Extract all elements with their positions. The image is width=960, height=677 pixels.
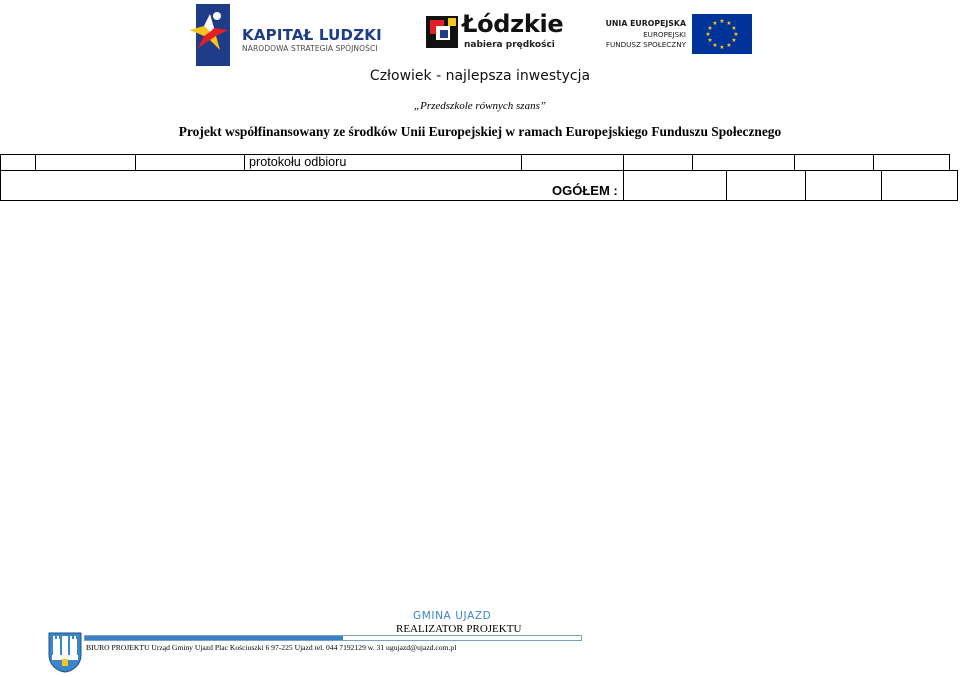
- eu-line-1: UNIA EUROPEJSKA: [605, 19, 686, 28]
- total-label: OGÓŁEM :: [552, 183, 618, 198]
- eu-flag-icon: [692, 14, 752, 54]
- footer-address: BIURO PROJEKTU Urząd Gminy Ujazd Plac Kościuszki 6 97-225 Ujazd tel. 044 7192129 w. 31 ugujazd@ujazd.com.pl: [86, 643, 457, 652]
- table-cell-total-label: [0, 170, 624, 201]
- svg-text:★: ★: [705, 31, 711, 38]
- svg-text:★: ★: [707, 37, 713, 44]
- table-cell: [692, 154, 795, 171]
- lodzkie-emblem-icon: [426, 16, 458, 48]
- table-cell-total: [726, 170, 806, 201]
- svg-text:★: ★: [733, 31, 739, 38]
- table-cell-total: [881, 170, 958, 201]
- eu-line-2: EUROPEJSKI: [643, 30, 686, 39]
- svg-text:★: ★: [707, 25, 713, 32]
- protocol-label: protokołu odbioru: [249, 155, 347, 169]
- svg-text:★: ★: [719, 18, 725, 25]
- kapital-ludzki-emblem-icon: [190, 4, 238, 66]
- svg-text:★: ★: [731, 25, 737, 32]
- ujazd-crest-icon: [47, 631, 83, 677]
- table-cell: [521, 154, 624, 171]
- table-cell: [35, 154, 136, 171]
- svg-text:★: ★: [712, 20, 718, 27]
- table-cell: [873, 154, 950, 171]
- svg-text:★: ★: [726, 42, 732, 49]
- project-name: „Przedszkole równych szans”: [413, 100, 546, 112]
- footer-role: REALIZATOR PROJEKTU: [396, 623, 522, 635]
- table-cell-total: [805, 170, 882, 201]
- motto: Człowiek - najlepsza inwestycja: [369, 68, 591, 84]
- svg-text:★: ★: [719, 44, 725, 51]
- lodzkie-title: Łódzkie: [462, 10, 564, 38]
- lodzkie-subtitle: nabiera prędkości: [464, 40, 555, 50]
- svg-text:★: ★: [731, 37, 737, 44]
- svg-text:★: ★: [712, 42, 718, 49]
- table-cell: [135, 154, 245, 171]
- table-cell: [0, 154, 36, 171]
- footer-gmina: GMINA UJAZD: [413, 610, 492, 622]
- kapital-ludzki-logo: [190, 4, 390, 66]
- kapital-ludzki-subtitle: NARODOWA STRATEGIA SPÓJNOŚCI: [242, 44, 378, 53]
- eu-line-3: FUNDUSZ SPOŁECZNY: [605, 40, 686, 49]
- kapital-ludzki-title: KAPITAŁ LUDZKI: [242, 26, 382, 44]
- table-cell: [794, 154, 874, 171]
- footer-divider-bar: [84, 635, 582, 641]
- lodzkie-logo: [426, 10, 576, 54]
- cofinance-statement: Projekt współfinansowany ze środków Unii Europejskiej w ramach Europejskiego Funduszu Społecznego: [178, 124, 782, 139]
- table-cell: [623, 154, 693, 171]
- svg-text:★: ★: [726, 20, 732, 27]
- table-cell-total: [623, 170, 727, 201]
- eu-logo: [600, 14, 756, 56]
